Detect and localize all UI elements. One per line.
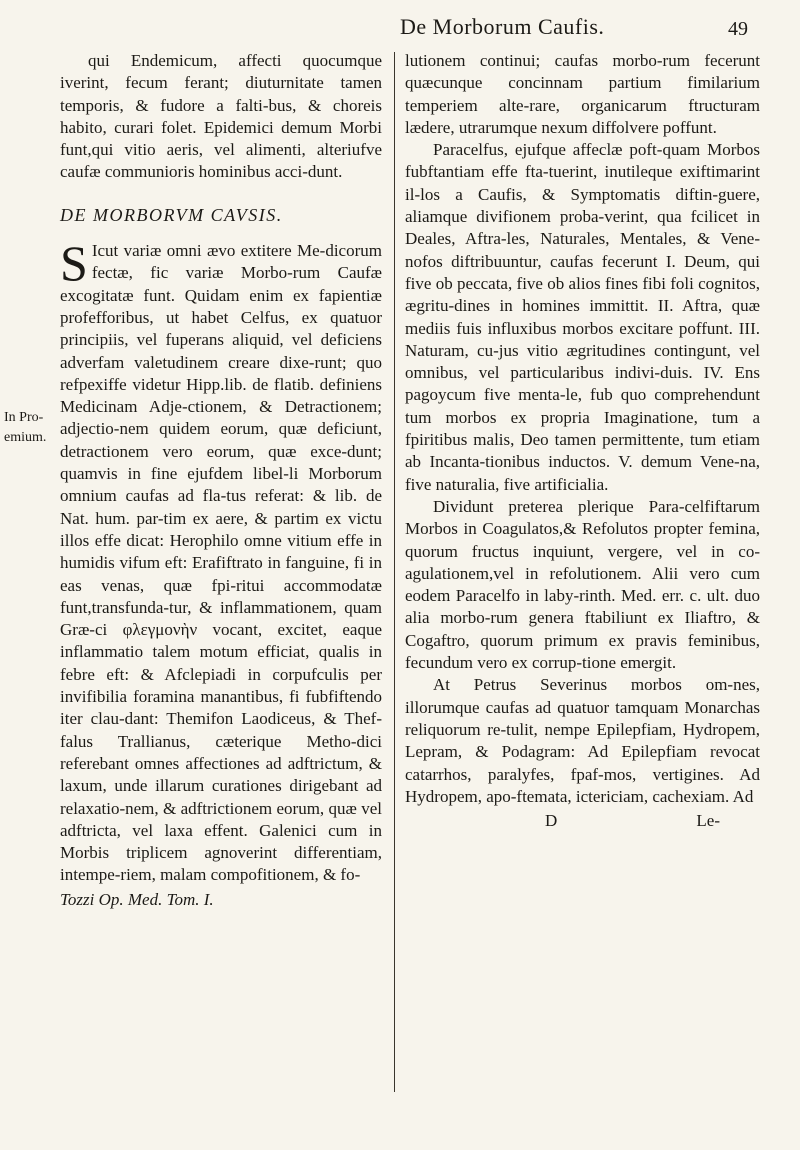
page-header: [0, 6, 800, 50]
right-paragraph-1: lutionem continui; caufas morbo-rum fecerunt quæcunque concinnam partium fimilarium temperiem alte-rare, organicarum ftructuram lædere, utrarumque nexum diffolvere poffunt.: [405, 51, 760, 137]
right-paragraph-3: Dividunt preterea plerique Para-celfiftarum Morbos in Coagulatos,& Refolutos propter femina, quorum fructus inquiunt, vergere, vel in co-agulationem,vel in refolutionem. Alii vero cum eodem Paracelfo in laby-rinth. Med. err. c. ult. duo alia morbo-rum genera ftabiliunt ex Iliaftro, & Cogaftro, quorum primum ex pravis feminibus, fecundum vero ex corrup-tione emergit.: [405, 496, 760, 673]
left-footer: [60, 889, 382, 911]
page-number: 49: [728, 18, 748, 40]
right-footer: [405, 810, 760, 832]
catchword: Le-: [696, 811, 720, 831]
volume-signature: Tozzi Op. Med. Tom. I.: [60, 889, 214, 909]
left-paragraph-2: [60, 235, 382, 887]
signature-mark: D: [545, 811, 558, 831]
left-paragraph-1: qui Endemicum, affecti quocumque iverint, fecum ferant; diuturnitate tamen temporis, & fudore a falti-bus, & choreis habito, curari folet. Epidemici demum Morbi funt,qui vitio aeris, vel alimenti, alteriufve caufæ communioris hominibus acci-dunt.: [60, 51, 382, 182]
right-column: [405, 50, 760, 832]
margin-note: In Pro-emium.: [4, 410, 47, 445]
left-paragraph-2-text: Icut variæ omni ævo extitere Me-dicorum fectæ, fic variæ Morbo-rum Caufæ excogitatæ funt. Quidam enim ex fapientiæ profefforibus, ut habet Celfus, ex quatuor principiis, vel fuperans aliquid, vel deficiens adverfam valetudinem creare dixe-runt; quo refpexiffe videtur Hipp.lib. de flatib. definiens Medicinam Adje-ctionem, & Detractionem; adjectio-nem quidem eorum, quæ deficiunt, detractionem vero eorum, quæ exce-dunt; quamvis in fine ejufdem libel-li Morborum omnium caufas ad fla-tus referat: & lib. de Nat. hum. par-tim ex aere, & partim ex victu illos effe dicat: Herophilo omne vitium effe in humidis vifum eft: Erafiftrato in fanguine, fi in eas venas, quæ fpi-ritui accommodatæ funt,transfunda-tur, & inflammationem, quam Græ-ci φλεγμονὴν vocant, excitet, eaque inflammatio talem motum efficiat, qualis in febre eft: & Afclepiadi in corpufculis per invifibilia foramina manantibus, fi fubfiftendo iter clau-dant: Themifon Laodiceus, & Thef-falus Trallianus, cæterique Metho-dici referebant omnes affectiones ad adftrictum, & laxum, unde illarum curationes dirigebant ad relaxatio-nem, & adftrictionem eorum, quæ vel adftricta, vel laxa effent. Galenici cum in Morbis triplicem agnoverint differentiam, intempe-riem, malam compofitionem, & fo-: [60, 241, 382, 885]
drop-cap: S: [60, 235, 88, 292]
column-divider: [394, 52, 395, 1092]
right-paragraph-2: Paracelfus, ejufque affeclæ poft-quam Morbos fubftantiam effe fta-tuerint, inutileque exiftimarint il-los a Caufis, & Symptomatis diftin-guere, aliamque divifionem proba-verint, qua fcilicet in Deales, Aftra-les, Naturales, Mentales, & Vene-nofos diftribuuntur, caufas fecerunt I. Deum, qui five ob peccata, five ob alios fines fibi foli cognitos, ægritu-dines in homines immittit. II. Aftra, quæ mediis fuis influxibus morbos excitare poffunt. III. Naturam, cu-jus vitio ægritudines contingunt, vel omnibus, vel particularibus indivi-duis. IV. Ens pagoycum five menta-le, fub quo comprehendunt tum morbos ex propria Imaginatione, tum a fpiritibus malis, Deo tamen permittente, tum etiam ab Incanta-tionibus inductos. V. demum Vene-na, five naturalia, five artificialia.: [405, 140, 760, 494]
running-title: De Morborum Caufis.: [400, 14, 605, 39]
right-paragraph-4: At Petrus Severinus morbos om-nes, illorumque caufas ad quatuor tamquam Monarchas reliquorum re-tulit, nempe Epilepfiam, Hydropem, Lepram, & Podagram: Ad Epilepfiam revocat catarrhos, paralyfes, fpaf-mos, vertigines. Ad Hydropem, apo-ftemata, ictericiam, cachexiam. Ad: [405, 675, 760, 806]
section-heading: DE MORBORVM CAVSIS.: [60, 204, 283, 225]
left-column: [60, 50, 382, 911]
